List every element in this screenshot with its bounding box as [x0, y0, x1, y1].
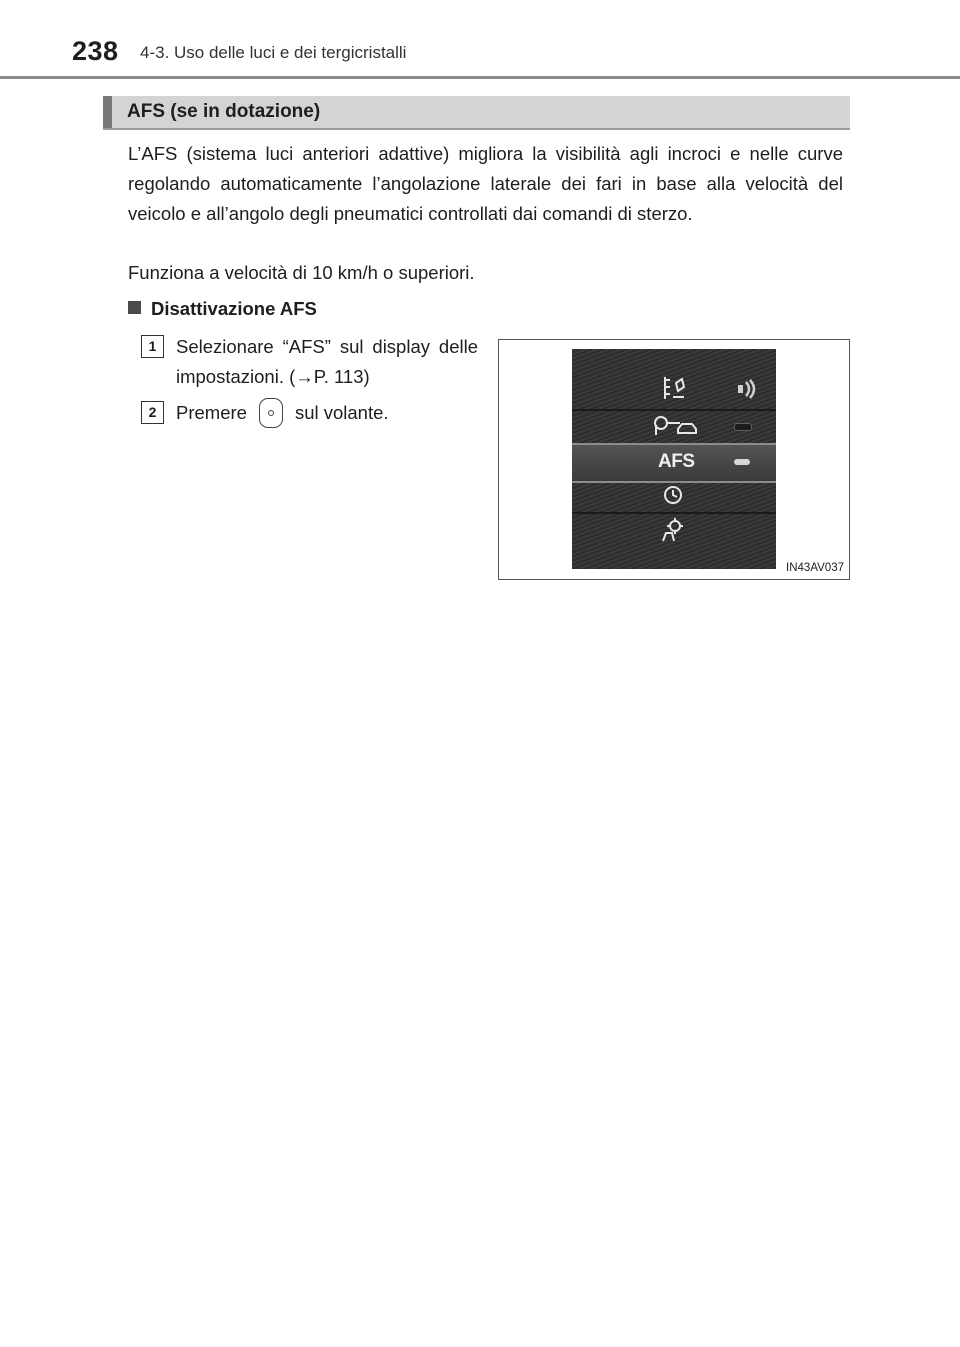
section-header — [103, 96, 850, 130]
step-2-text-after: sul volante. — [294, 402, 389, 423]
multi-information-display — [572, 349, 776, 569]
auto-high-beam-indicator — [734, 423, 752, 431]
step-number-1: 1 — [141, 335, 164, 358]
speed-paragraph: Funziona a velocità di 10 km/h o superiori. — [128, 262, 475, 283]
afs-menu-row — [572, 443, 776, 483]
afs-indicator — [734, 459, 750, 465]
chapter-title: 4-3. Uso delle luci e dei tergicristalli — [140, 43, 407, 62]
row-divider — [572, 512, 776, 514]
section-title: AFS (se in dotazione) — [127, 101, 321, 122]
settings-display-figure — [498, 339, 850, 580]
step-1-text: Selezionare “AFS” sul display delle impostazioni. (→P. 113) — [176, 336, 478, 387]
header-divider — [0, 76, 960, 79]
subsection-heading — [128, 294, 317, 324]
step-number-2: 2 — [141, 401, 164, 424]
intro-paragraph: L’AFS (sistema luci anteriori adattive) migliora la visibilità agli incroci e nelle curve regolando automaticamente l’angolazione laterale dei fari in base alla velocità del veicolo e all’angolo degli pneumatici controllati dai comandi di sterzo. — [128, 143, 843, 224]
steering-switch-icon — [259, 398, 283, 428]
sound-icon — [736, 378, 758, 405]
step-2-text — [176, 398, 389, 428]
row-divider — [572, 409, 776, 411]
subsection-title: Disattivazione AFS — [151, 298, 317, 319]
lane-assist-icon — [662, 375, 688, 406]
afs-screen-label: AFS — [658, 451, 695, 472]
square-bullet-icon — [128, 301, 141, 314]
settings-icon — [660, 517, 686, 548]
page-number: 238 — [72, 36, 119, 66]
clock-icon — [662, 484, 684, 511]
step-2-text-before: Premere — [176, 402, 247, 423]
auto-high-beam-icon — [652, 415, 698, 442]
figure-code: IN43AV037 — [786, 562, 844, 574]
